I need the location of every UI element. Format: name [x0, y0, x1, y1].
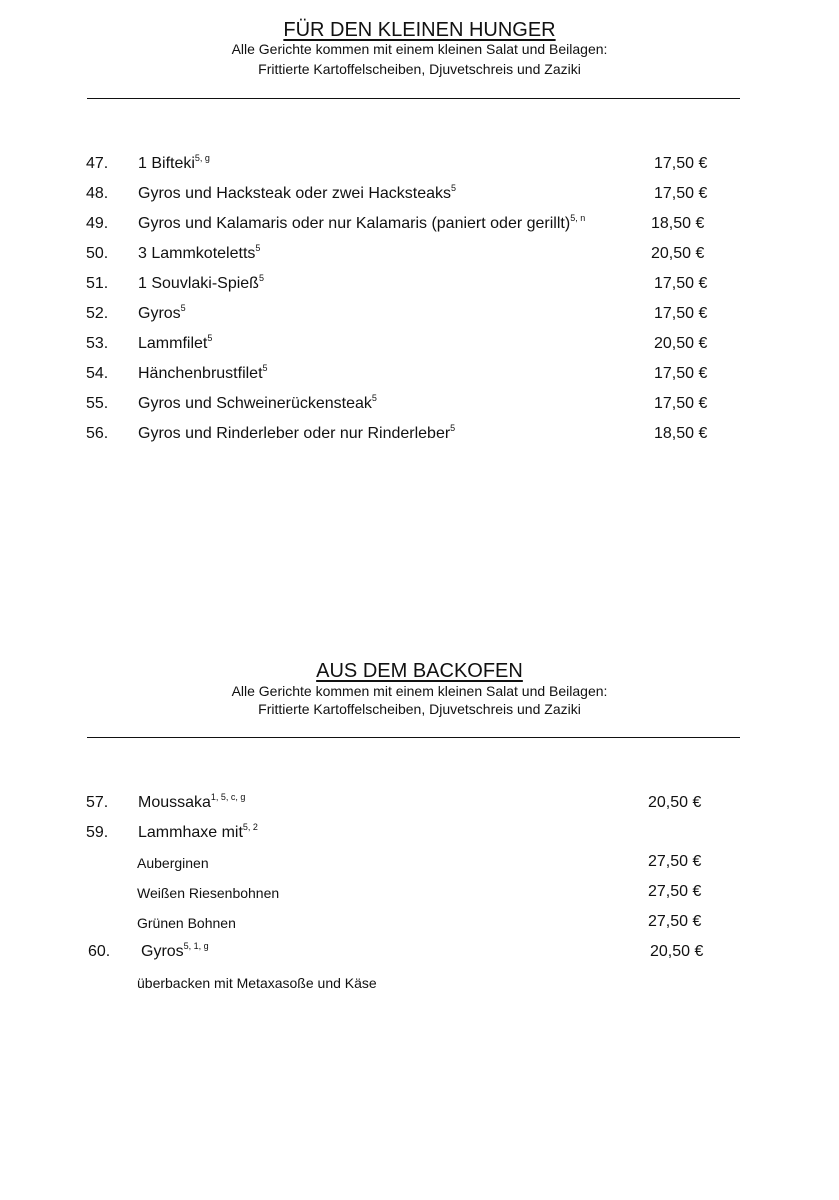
- option-name: Auberginen: [137, 855, 209, 871]
- item-name: 1 Souvlaki-Spieß$^5$: [138, 273, 264, 292]
- item-number: 47.: [86, 155, 109, 172]
- option-price: 27,50 €: [648, 853, 702, 870]
- menu-item-47: [0, 155, 839, 179]
- section-title: AUS DEM BACKOFEN: [316, 660, 523, 682]
- section-subtitle-line2: Frittierte Kartoffelscheiben, Djuvetschreis und Zaziki: [258, 61, 581, 77]
- item-name: Gyros und Rinderleber oder nur Rinderleber$^5$: [138, 423, 456, 442]
- item-number: 50.: [86, 245, 109, 262]
- section-subtitle-line1: Alle Gerichte kommen mit einem kleinen Salat und Beilagen:: [231, 683, 608, 699]
- item-price: 20,50 €: [654, 335, 708, 352]
- item-name: 1 Bifteki$^{5, g}$: [138, 153, 210, 172]
- item-price: 17,50 €: [654, 155, 708, 172]
- section-title: FÜR DEN KLEINEN HUNGER: [283, 19, 556, 41]
- item-note: überbacken mit Metaxasoße und Käse: [137, 975, 377, 991]
- allergen-codes: 5, n: [570, 213, 586, 223]
- item-number: 48.: [86, 185, 109, 202]
- item-price: 20,50 €: [648, 794, 702, 811]
- item-name: Lammfilet$^5$: [138, 333, 213, 352]
- allergen-codes: 5: [451, 183, 457, 193]
- option-price: 27,50 €: [648, 913, 702, 930]
- section-divider: [87, 98, 740, 99]
- section-divider: [87, 737, 740, 738]
- gyros-note: [0, 975, 839, 995]
- lammhaxe-option-auberginen: [0, 855, 839, 875]
- item-number: 53.: [86, 335, 109, 352]
- menu-item-50: [0, 245, 839, 269]
- option-name: Weißen Riesenbohnen: [137, 885, 280, 901]
- item-number: 57.: [86, 794, 109, 811]
- allergen-codes: 5: [450, 423, 456, 433]
- item-price: 20,50 €: [651, 245, 705, 262]
- allergen-codes: 5: [262, 363, 268, 373]
- menu-item-53: [0, 335, 839, 359]
- item-name: 3 Lammkoteletts$^5$: [138, 243, 261, 262]
- allergen-codes: 5: [180, 303, 186, 313]
- allergen-codes: 5: [255, 243, 261, 253]
- lammhaxe-option-riesenbohnen: [0, 885, 839, 905]
- menu-item-48: [0, 185, 839, 209]
- option-price: 27,50 €: [648, 883, 702, 900]
- item-number: 60.: [88, 943, 111, 960]
- section-subtitle-line2: Frittierte Kartoffelscheiben, Djuvetschreis und Zaziki: [258, 701, 581, 717]
- allergen-codes: 5, g: [194, 153, 210, 163]
- allergen-codes: 1, 5, c, g: [210, 792, 246, 802]
- menu-item-55: [0, 395, 839, 419]
- item-name: Moussaka$^{1, 5, c, g}$: [138, 792, 246, 811]
- menu-item-51: [0, 275, 839, 299]
- item-price: 18,50 €: [654, 425, 708, 442]
- section-subtitle-line1: Alle Gerichte kommen mit einem kleinen Salat und Beilagen:: [231, 41, 608, 57]
- item-name: Lammhaxe mit$^{5, 2}$: [138, 822, 258, 841]
- menu-item-57: [0, 794, 839, 818]
- allergen-codes: 5: [258, 273, 264, 283]
- item-number: 59.: [86, 824, 109, 841]
- item-price: 18,50 €: [651, 215, 705, 232]
- menu-item-49: [0, 215, 839, 239]
- option-name: Grünen Bohnen: [137, 915, 236, 931]
- menu-item-52: [0, 305, 839, 329]
- item-number: 51.: [86, 275, 109, 292]
- item-name: Gyros$^5$: [138, 303, 186, 322]
- menu-item-56: [0, 425, 839, 449]
- item-number: 55.: [86, 395, 109, 412]
- item-price: 17,50 €: [654, 185, 708, 202]
- item-price: 17,50 €: [654, 275, 708, 292]
- menu-item-60: [0, 943, 839, 967]
- item-name: Gyros und Kalamaris oder nur Kalamaris (paniert oder gerillt)$^{5, n}$: [138, 213, 586, 232]
- item-price: 20,50 €: [650, 943, 704, 960]
- item-price: 17,50 €: [654, 305, 708, 322]
- menu-item-54: [0, 365, 839, 389]
- item-number: 54.: [86, 365, 109, 382]
- item-number: 49.: [86, 215, 109, 232]
- allergen-codes: 5, 1, g: [183, 941, 209, 951]
- allergen-codes: 5: [371, 393, 377, 403]
- menu-item-59: [0, 824, 839, 848]
- item-name: Gyros und Hacksteak oder zwei Hacksteaks$^5$: [138, 183, 457, 202]
- item-name: Gyros$^{5, 1, g}$: [141, 941, 209, 960]
- item-price: 17,50 €: [654, 395, 708, 412]
- item-price: 17,50 €: [654, 365, 708, 382]
- item-name: Gyros und Schweinerückensteak$^5$: [138, 393, 377, 412]
- item-name: Hänchenbrustfilet$^5$: [138, 363, 268, 382]
- item-number: 56.: [86, 425, 109, 442]
- allergen-codes: 5: [207, 333, 213, 343]
- item-number: 52.: [86, 305, 109, 322]
- allergen-codes: 5, 2: [242, 822, 258, 832]
- lammhaxe-option-gruene-bohnen: [0, 915, 839, 935]
